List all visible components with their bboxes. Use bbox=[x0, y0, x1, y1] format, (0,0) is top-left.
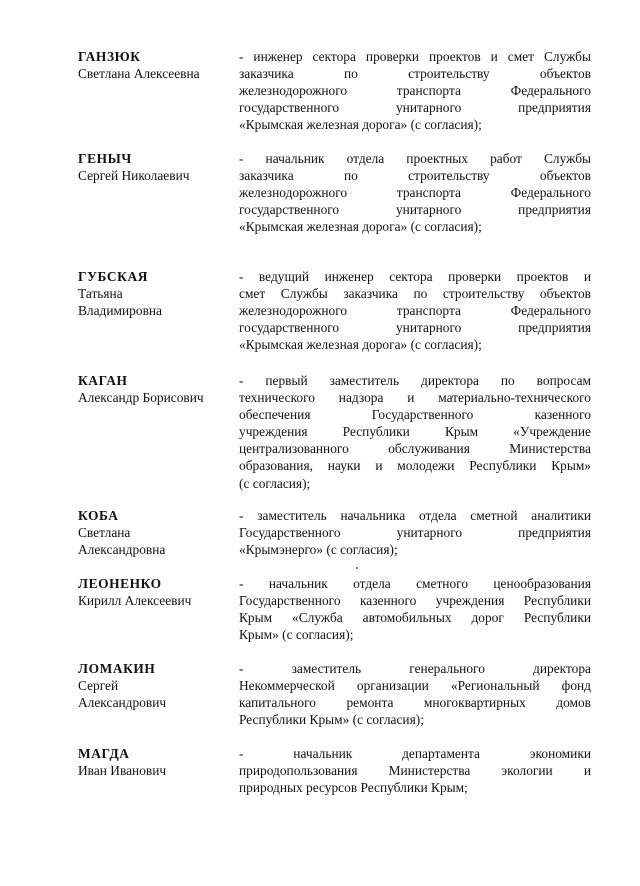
position-line: - первый заместитель директора по вопросам bbox=[239, 373, 591, 388]
member-given-name: Светлана bbox=[78, 525, 131, 540]
member-given-name: Татьяна bbox=[78, 286, 123, 301]
member-given-name: Александрович bbox=[78, 695, 167, 710]
member-position bbox=[239, 660, 591, 728]
position-line: (с согласия); bbox=[239, 475, 311, 491]
position-line: «Крымская железная дорога» (с согласия); bbox=[239, 219, 482, 235]
position-line: образования, науки и молодежи Республики Крым» bbox=[239, 458, 591, 474]
member-name bbox=[78, 268, 238, 319]
member-position bbox=[239, 575, 591, 643]
position-line: смет Службы заказчика по строительству объектов bbox=[239, 286, 591, 302]
member-position bbox=[239, 268, 591, 353]
position-line: железнодорожного транспорта Федерального bbox=[239, 83, 591, 99]
position-line: учреждения Республики Крым «Учреждение bbox=[239, 424, 591, 440]
member-surname: ГАНЗЮК bbox=[78, 49, 141, 64]
position-line: железнодорожного транспорта Федерального bbox=[239, 303, 591, 319]
member-name bbox=[78, 48, 238, 82]
member-given-name: Александр Борисович bbox=[78, 390, 204, 405]
member-position bbox=[239, 507, 591, 558]
member-given-name: Александровна bbox=[78, 542, 166, 557]
member-position bbox=[239, 745, 591, 796]
position-line: Республики Крым» (с согласия); bbox=[239, 712, 424, 728]
member-surname: ЛОМАКИН bbox=[78, 661, 156, 676]
position-line: обеспечения Государственного казенного bbox=[239, 407, 591, 423]
member-name bbox=[78, 150, 238, 184]
member-given-name: Иван Иванович bbox=[78, 763, 167, 778]
member-surname: ГУБСКАЯ bbox=[78, 269, 149, 284]
member-given-name: Сергей bbox=[78, 678, 119, 693]
position-line: централизованного обслуживания Министерства bbox=[239, 441, 591, 457]
member-position bbox=[239, 150, 591, 235]
member-name bbox=[78, 660, 238, 711]
member-given-name: Сергей Николаевич bbox=[78, 168, 190, 183]
member-given-name: Владимировна bbox=[78, 303, 162, 318]
member-name bbox=[78, 507, 238, 558]
position-line: Крым «Служба автомобильных дорог Республики bbox=[239, 610, 591, 626]
position-line: - заместитель генерального директора bbox=[239, 661, 591, 676]
position-line: государственного унитарного предприятия bbox=[239, 100, 591, 116]
member-name bbox=[78, 745, 238, 779]
scan-speck bbox=[356, 567, 358, 569]
position-line: Некоммерческой организации «Региональный фонд bbox=[239, 678, 591, 694]
member-surname: ЛЕОНЕНКО bbox=[78, 576, 162, 591]
position-line: железнодорожного транспорта Федерального bbox=[239, 185, 591, 201]
position-line: Государственного казенного учреждения Республики bbox=[239, 593, 591, 609]
position-line: - заместитель начальника отдела сметной аналитики bbox=[239, 508, 591, 523]
position-line: Государственного унитарного предприятия bbox=[239, 525, 591, 541]
member-surname: КАГАН bbox=[78, 373, 128, 388]
member-name bbox=[78, 575, 238, 609]
member-name bbox=[78, 372, 238, 406]
position-line: природных ресурсов Республики Крым; bbox=[239, 780, 468, 796]
position-line: заказчика по строительству объектов bbox=[239, 168, 591, 184]
position-line: - начальник департамента экономики bbox=[239, 746, 591, 761]
position-line: природопользования Министерства экологии и bbox=[239, 763, 591, 779]
position-line: - ведущий инженер сектора проверки проектов и bbox=[239, 269, 591, 284]
member-surname: МАГДА bbox=[78, 746, 130, 761]
position-line: государственного унитарного предприятия bbox=[239, 320, 591, 336]
member-surname: ГЕНЫЧ bbox=[78, 151, 132, 166]
position-line: - начальник отдела сметного ценообразования bbox=[239, 576, 591, 591]
position-line: технического надзора и материально-технического bbox=[239, 390, 591, 406]
member-position bbox=[239, 372, 591, 492]
position-line: «Крымэнерго» (с согласия); bbox=[239, 542, 398, 558]
position-line: государственного унитарного предприятия bbox=[239, 202, 591, 218]
position-line: «Крымская железная дорога» (с согласия); bbox=[239, 337, 482, 353]
member-given-name: Кирилл Алексеевич bbox=[78, 593, 192, 608]
member-position bbox=[239, 48, 591, 133]
position-line: - начальник отдела проектных работ Службы bbox=[239, 151, 591, 166]
position-line: Крым» (с согласия); bbox=[239, 627, 354, 643]
member-surname: КОБА bbox=[78, 508, 119, 523]
position-line: «Крымская железная дорога» (с согласия); bbox=[239, 117, 482, 133]
member-given-name: Светлана Алексеевна bbox=[78, 66, 200, 81]
position-line: заказчика по строительству объектов bbox=[239, 66, 591, 82]
position-line: - инженер сектора проверки проектов и смет Службы bbox=[239, 49, 591, 64]
position-line: капитального ремонта многоквартирных домов bbox=[239, 695, 591, 711]
